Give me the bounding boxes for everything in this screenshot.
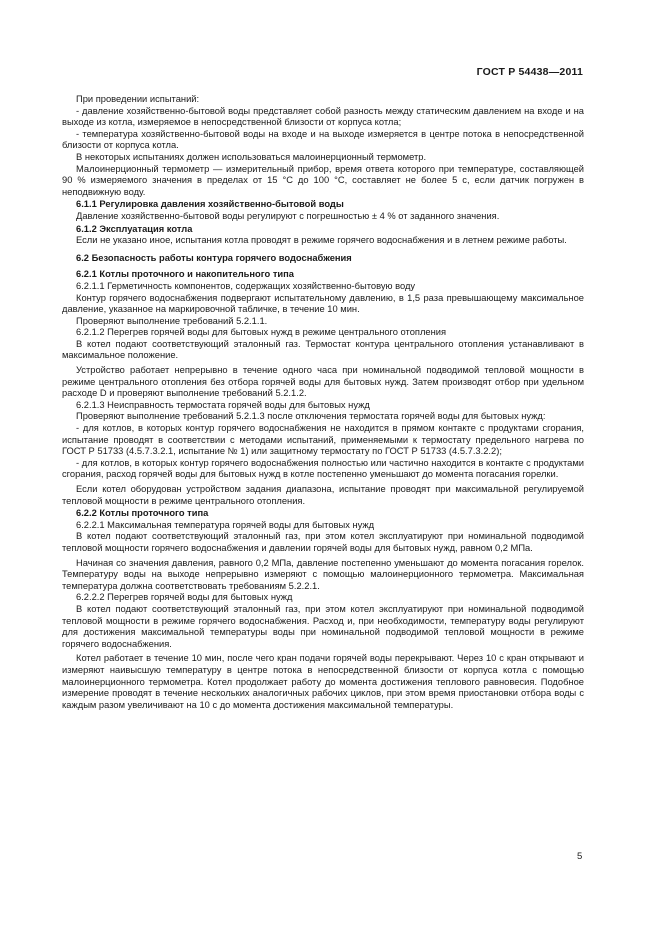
- paragraph: - для котлов, в которых контур горячего водоснабжения не находится в прямом контакте с продуктами сгорания, испытание проводят в соответствии с методами испытаний, применяемыми к термостату предельного нагрева по ГОСТ Р 51733 (4.5.7.3.2.1, испытание № 1) или защитному термостату по ГОСТ Р 51733 (4.5.7.3.2.2);: [62, 423, 584, 457]
- paragraph: - для котлов, в которых контур горячего водоснабжения полностью или частично находится в контакте с продуктами сгорания, расход горячей воды для бытовых нужд в котле постепенно уменьшают до момента погасания горелки.: [62, 457, 584, 480]
- subsection-heading-6-2-1-2: 6.2.1.2 Перегрев горячей воды для бытовых нужд в режиме центрального отопления: [76, 327, 447, 338]
- section-heading-6-2-1: 6.2.1 Котлы проточного и накопительного типа: [76, 269, 294, 280]
- paragraph: Контур горячего водоснабжения подвергают испытательному давлению, в 1,5 раза превышающему максимальное давление, указанное на маркировочной табличке, в течение 10 мин.: [62, 292, 584, 315]
- subsection-heading-6-2-2-1: 6.2.2.1 Максимальная температура горячей воды для бытовых нужд: [76, 519, 375, 530]
- paragraph: Если котел оборудован устройством задания диапазона, испытание проводят при максимальной регулируемой тепловой мощности в режиме центрального отопления.: [62, 484, 584, 506]
- section-heading-6-2: 6.2 Безопасность работы контура горячего водоснабжения: [76, 252, 352, 263]
- section-heading-6-2-2: 6.2.2 Котлы проточного типа: [76, 508, 209, 519]
- document-code-header: ГОСТ Р 54438—2011: [476, 66, 583, 78]
- paragraph: Проверяют выполнение требований 5.2.1.3 после отключения термостата горячей воды для бытовых нужд:: [76, 411, 546, 422]
- subsection-heading-6-2-1-3: 6.2.1.3 Неисправность термостата горячей воды для бытовых нужд: [76, 399, 370, 410]
- paragraph: В некоторых испытаниях должен использоваться малоинерционный термометр.: [76, 151, 427, 162]
- document-body: [62, 94, 584, 711]
- paragraph: Устройство работает непрерывно в течение одного часа при номинальной подводимой тепловой мощности в режиме центрального отопления без отбора горячей воды для бытовых нужд. Затем производят отбор при удельном расходе D и проверяют выполнение требований 5.2.1.2.: [62, 365, 584, 399]
- paragraph: Начиная со значения давления, равного 0,2 МПа, давление постепенно уменьшают до момента погасания горелок. Температуру воды на выходе непрерывно измеряют с помощью малоинерционного термометра. Максимальная температура должна соответствовать требованиям 5.2.2.1.: [62, 557, 584, 591]
- section-heading-6-1-1: 6.1.1 Регулировка давления хозяйственно-бытовой воды: [76, 199, 344, 210]
- paragraph: Давление хозяйственно-бытовой воды регулируют с погрешностью ± 4 % от заданного значения.: [76, 210, 500, 221]
- paragraph: Если не указано иное, испытания котла проводят в режиме горячего водоснабжения и в летнем режиме работы.: [76, 235, 567, 246]
- paragraph: Малоинерционный термометр — измерительный прибор, время ответа которого при температуре, составляющей 90 % измеряемого значения в пределах от 15 °С до 100 °С, составляет не более 5 с, если датчик погружен в неподвижную воду.: [62, 163, 584, 197]
- paragraph: Котел работает в течение 10 мин, после чего кран подачи горячей воды перекрывают. Через 10 с кран открывают и измеряют наивысшую температуру в центре потока в непосредственной близости от корпуса котла с помощью малоинерционного термометра. Котел продолжает работу до момента достижения теплового равновесия. Подобное измерение проводят в течение нескольких аналогичных рабочих циклов, при этом время приостановки отбора воды с каждым разом увеличивают на 10 с до момента достижения максимальной температуры.: [62, 653, 584, 710]
- subsection-heading-6-2-2-2: 6.2.2.2 Перегрев горячей воды для бытовых нужд: [76, 592, 293, 603]
- paragraph: В котел подают соответствующий эталонный газ. Термостат контура центрального отопления устанавливают в максимальное положение.: [62, 338, 584, 361]
- paragraph: Проверяют выполнение требований 5.2.1.1.: [76, 315, 268, 326]
- paragraph: - температура хозяйственно-бытовой воды на входе и на выходе измеряется в центре потока в непосредственной близости от корпуса котла.: [62, 128, 584, 151]
- paragraph: - давление хозяйственно-бытовой воды представляет собой разность между статическим давлением на входе и на выходе из котла, измеряемое в непосредственной близости от корпуса котла;: [62, 105, 584, 128]
- paragraph: В котел подают соответствующий эталонный газ, при этом котел эксплуатируют при номинальной подводимой тепловой мощности в режиме горячего водоснабжения. Расход и, при необходимости, температуру воды регулируют для достижения максимальной температуры воды при номинальной подводимой тепловой мощности в режиме горячего водоснабжения.: [62, 603, 584, 649]
- subsection-heading-6-2-1-1: 6.2.1.1 Герметичность компонентов, содержащих хозяйственно-бытовую воду: [76, 280, 416, 291]
- paragraph: В котел подают соответствующий эталонный газ, при этом котел эксплуатируют при номинальной подводимой тепловой мощности горячего водоснабжения и давлении горячей воды для бытовых нужд, равном 0,2 МПа.: [62, 531, 584, 553]
- page-number: 5: [577, 851, 583, 862]
- paragraph: При проведении испытаний:: [76, 94, 200, 104]
- section-heading-6-1-2: 6.1.2 Эксплуатация котла: [76, 223, 193, 234]
